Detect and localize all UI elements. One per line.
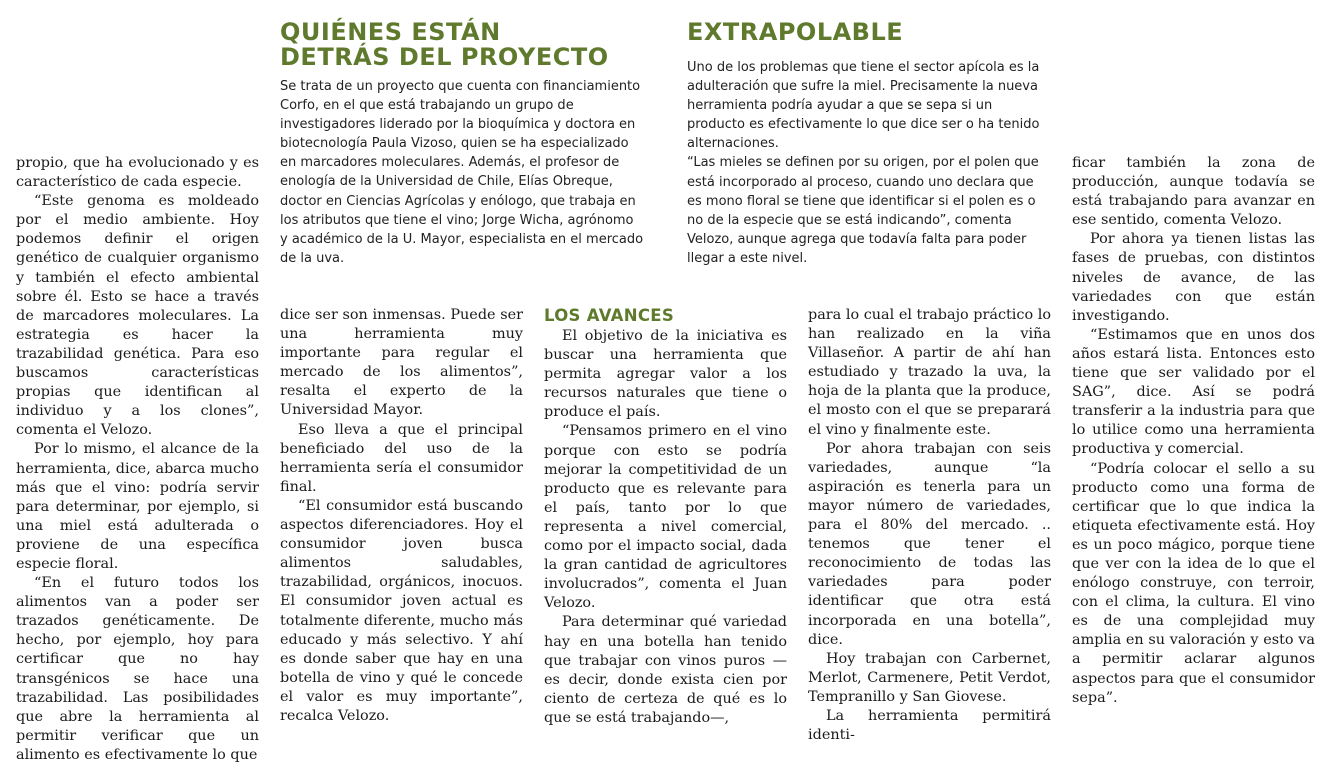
box-title-quienes-line1: QUIÉNES ESTÁN (280, 18, 501, 46)
article-column-5 (1072, 154, 1315, 708)
box-body-extrapolable (687, 58, 1052, 268)
col1-paragraph-1: propio, que ha evolucionado y es característico de cada especie. (16, 155, 259, 191)
col5-paragraph-2: Por ahora ya tienen listas las fases de pruebas, con distintos niveles de avance, de las variedades con que están investigando. (1072, 231, 1315, 324)
box-title-quienes (280, 20, 670, 70)
col4-paragraph-4: La herramienta permitirá identi- (808, 707, 1051, 744)
col1-paragraph-3: Por lo mismo, el alcance de la herramienta, dice, abarca mucho más que el vino: podría servir para determinar, por ejemplo, si una miel está adulterada o proviene de una específica especie floral. (16, 441, 259, 572)
col1-paragraph-2: “Este genoma es moldeado por el medio ambiente. Hoy podemos definir el origen genético de cualquier organismo y también el efecto ambiental sobre él. Esto se hace a través de marcadores moleculares. La estrategia es hacer la trazabilidad genética. Para eso buscamos características propias que identifican al individuo y a los clones”, comenta el Velozo. (16, 193, 259, 439)
col2-paragraph-3: “El consumidor está buscando aspectos diferenciadores. Hoy el consumidor joven busca alimentos saludables, trazabilidad, orgánicos, inocuos. El consumidor joven actual es totalmente diferente, mucho más educado y más selectivo. Y ahí es donde saber que hay en una botella de vino y qué le concede el valor es muy importante”, recalca Velozo. (280, 497, 523, 724)
article-column-1 (16, 154, 259, 765)
col4-paragraph-2: Por ahora trabajan con seis variedades, aunque “la aspiración es tenerla para un mayor número de variedades, para el 80% del mercado. .. tenemos que tener el reconocimiento de todas las variedades para poder identificar que otra está incorporada en una botella”, dice. (808, 440, 1051, 648)
box-body-extrapolable-p1: Uno de los problemas que tiene el sector apícola es la adulteración que sufre la miel. Precisamente la nueva herramienta podría ayudar a que se sepa si un producto es efectivamente lo que dice ser o ha tenido alternaciones. (687, 60, 1040, 152)
col3-paragraph-1: El objetivo de la iniciativa es buscar una herramienta que permita agregar valor a los recursos naturales que tiene o produce el país. (544, 328, 787, 421)
col5-paragraph-3: “Estimamos que en unos dos años estará lista. Entonces esto tiene que ser validado por el SAG”, dice. Así se podrá transferir a la industria para que lo utilice como una herramienta productiva y comercial. (1072, 326, 1315, 458)
article-column-4 (808, 306, 1051, 745)
col3-paragraph-3: Para determinar qué variedad hay en una botella han tenido que trabajar con vinos puros —es decir, donde exista cien por ciento de certeza de qué es lo que se está trabajando—, (544, 614, 787, 726)
article-column-2 (280, 306, 523, 726)
col5-paragraph-4: “Podría colocar el sello a su producto como una forma de certificar que lo que indica la etiqueta efectivamente está. Hoy es un poco mágico, porque tiene que ver con la idea de lo que el enólogo construye, con terroir, con el clima, la cultura. El vino es de una complejidad muy amplia en su valoración y esto va a permitir aclarar algunos aspectos para que el consumidor sepa”. (1072, 460, 1315, 706)
article-column-3 (544, 327, 787, 728)
col2-paragraph-2: Eso lleva a que el principal beneficiado del uso de la herramienta sería el consumidor final. (280, 421, 523, 495)
col2-paragraph-1: dice ser son inmensas. Puede ser una herramienta muy importante para regular el mercado de los alimentos”, resalta el experto de la Universidad Mayor. (280, 307, 523, 419)
col1-paragraph-4: “En el futuro todos los alimentos van a poder ser trazados genéticamente. De hecho, por ejemplo, hoy para certificar que no hay transgénicos se hace una trazabilidad. Las posibilidades que abre la herramienta al permitir verificar que un alimento es efectivamente lo que (16, 575, 259, 763)
col3-paragraph-2: “Pensamos primero en el vino porque con esto se podría mejorar la competitividad de un producto que es relevante para el país, tanto por lo que representa a nivel comercial, como por el impacto social, dada la gran cantidad de agricultores involucrados”, comenta el Juan Velozo. (544, 423, 787, 612)
box-title-extrapolable: EXTRAPOLABLE (687, 18, 904, 46)
box-body-quienes (280, 77, 645, 268)
col4-paragraph-1: para lo cual el trabajo práctico lo han realizado en la viña Villaseñor. A partir de ahí han estudiado y trazado la uva, la hoja de la planta que la produce, el mosto con el que se preparará el vino y finalmente este. (808, 307, 1051, 438)
col4-paragraph-3: Hoy trabajan con Carbernet, Merlot, Carmenere, Petit Verdot, Tempranillo y San Giovese. (808, 650, 1051, 705)
col5-paragraph-1: ficar también la zona de producción, aunque todavía se está trabajando para avanzar en ese sentido, comenta Velozo. (1072, 155, 1315, 229)
box-body-extrapolable-p2: “Las mieles se definen por su origen, por el polen que está incorporado al proceso, cuando uno declara que es mono floral se tiene que identificar si el polen es o no de la especie que se está indicando”, comenta Velozo, aunque agrega que todavía falta para poder llegar a este nivel. (687, 155, 1039, 266)
box-body-quienes-text: Se trata de un proyecto que cuenta con financiamiento Corfo, en el que está trabajando un grupo de investigadores liderado por la bioquímica y doctora en biotecnología Paula Vizoso, quien se ha especializado en marcadores moleculares. Además, el profesor de enología de la Universidad de Chile, Elías Obreque, doctor en Ciencias Agrícolas y enólogo, que trabaja en los atributos que tiene el vino; Jorge Wicha, agrónomo y académico de la U. Mayor, especialista en el mercado de la uva. (280, 79, 644, 266)
subhead-los-avances: LOS AVANCES (544, 306, 675, 325)
box-title-quienes-line2: DETRÁS DEL PROYECTO (280, 43, 609, 71)
